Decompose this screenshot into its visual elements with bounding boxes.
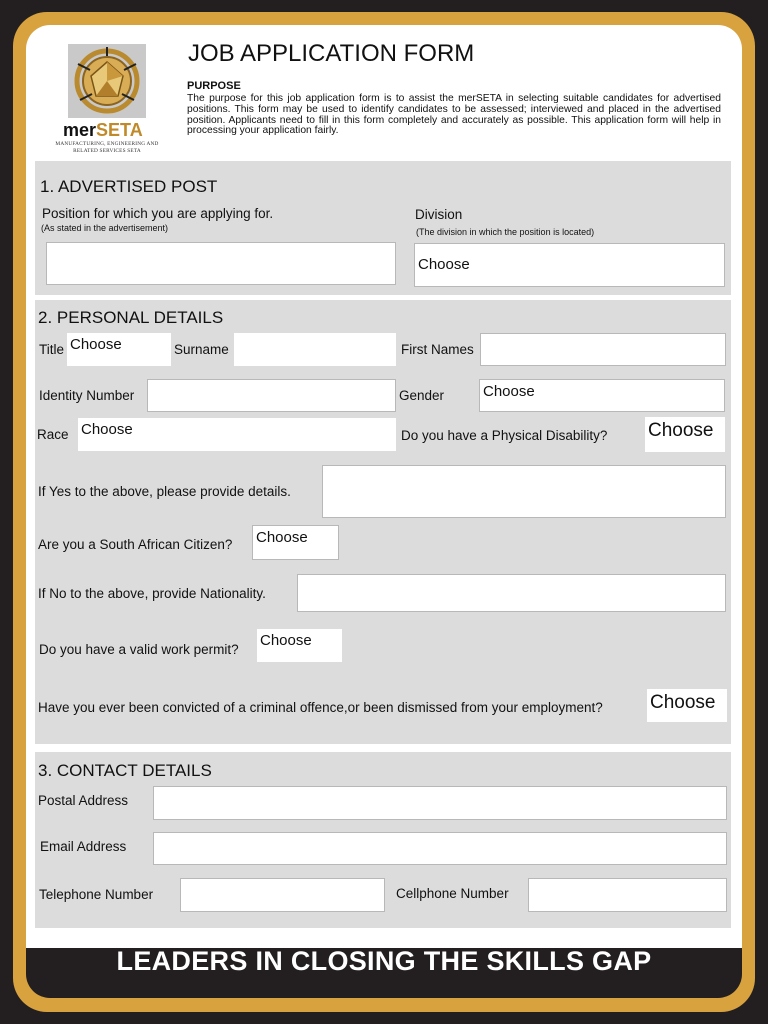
gender-select[interactable]: Choose	[479, 379, 725, 412]
disability-select[interactable]: Choose	[645, 417, 725, 452]
nationality-label: If No to the above, provide Nationality.	[38, 586, 266, 601]
logo-emblem-icon	[68, 44, 146, 118]
race-label: Race	[37, 427, 69, 442]
convicted-label: Have you ever been convicted of a criminal offence,or been dismissed from your employment?	[38, 700, 603, 715]
position-label: Position for which you are applying for.	[42, 206, 274, 221]
section-heading: 3. CONTACT DETAILS	[38, 761, 212, 780]
section-heading: 2. PERSONAL DETAILS	[38, 308, 224, 327]
telephone-number-input[interactable]	[180, 878, 385, 912]
personal-details-section	[35, 300, 731, 744]
work-permit-select[interactable]: Choose	[257, 629, 342, 662]
convicted-select[interactable]: Choose	[647, 689, 727, 722]
purpose-text: The purpose for this job application form is to assist the merSETA in selecting suitable candidates for advertised positions. This form may be used to identify candidates to be assessed; interviewed and placed in the advertised position. Applicants need to fill in this form completely and accurately as possible. This application form will help in processing your application fairly.	[187, 93, 721, 137]
cellphone-number-input[interactable]	[528, 878, 727, 912]
purpose-heading: PURPOSE	[187, 80, 241, 92]
cellphone-number-label: Cellphone Number	[396, 886, 509, 901]
postal-address-label: Postal Address	[38, 793, 129, 808]
first-names-label: First Names	[401, 342, 474, 357]
postal-address-input[interactable]	[153, 786, 727, 820]
disability-details-input[interactable]	[322, 465, 726, 518]
contact-details-section	[35, 752, 731, 928]
identity-number-input[interactable]	[147, 379, 396, 412]
email-address-label: Email Address	[40, 839, 127, 854]
email-address-input[interactable]	[153, 832, 727, 865]
first-names-input[interactable]	[480, 333, 726, 366]
identity-number-label: Identity Number	[39, 388, 135, 403]
title-select[interactable]: Choose	[67, 333, 171, 366]
division-select[interactable]: Choose	[414, 243, 725, 287]
citizen-select[interactable]: Choose	[252, 525, 339, 560]
footer-slogan: LEADERS IN CLOSING THE SKILLS GAP	[116, 946, 652, 976]
race-select[interactable]: Choose	[78, 418, 396, 451]
position-input[interactable]	[46, 242, 396, 285]
page-title: JOB APPLICATION FORM	[188, 40, 475, 67]
citizen-label: Are you a South African Citizen?	[38, 537, 233, 552]
telephone-number-label: Telephone Number	[39, 887, 154, 902]
surname-label: Surname	[174, 342, 229, 357]
disability-label: Do you have a Physical Disability?	[401, 428, 608, 443]
logo-tagline: MANUFACTURING, ENGINEERING AND RELATED SERVICES SETA	[55, 141, 159, 154]
advertised-post-section	[35, 161, 731, 295]
logo-wordmark: merSETA	[63, 120, 143, 140]
gender-label: Gender	[399, 388, 445, 403]
section-heading: 1. ADVERTISED POST	[40, 177, 218, 196]
division-label: Division	[415, 207, 463, 222]
position-note: (As stated in the advertisement)	[41, 223, 169, 233]
work-permit-label: Do you have a valid work permit?	[39, 642, 239, 657]
disability-details-label: If Yes to the above, please provide details.	[38, 484, 291, 499]
title-label: Title	[39, 342, 65, 357]
surname-input[interactable]	[234, 333, 396, 366]
nationality-input[interactable]	[297, 574, 726, 612]
division-note: (The division in which the position is located)	[416, 227, 595, 237]
